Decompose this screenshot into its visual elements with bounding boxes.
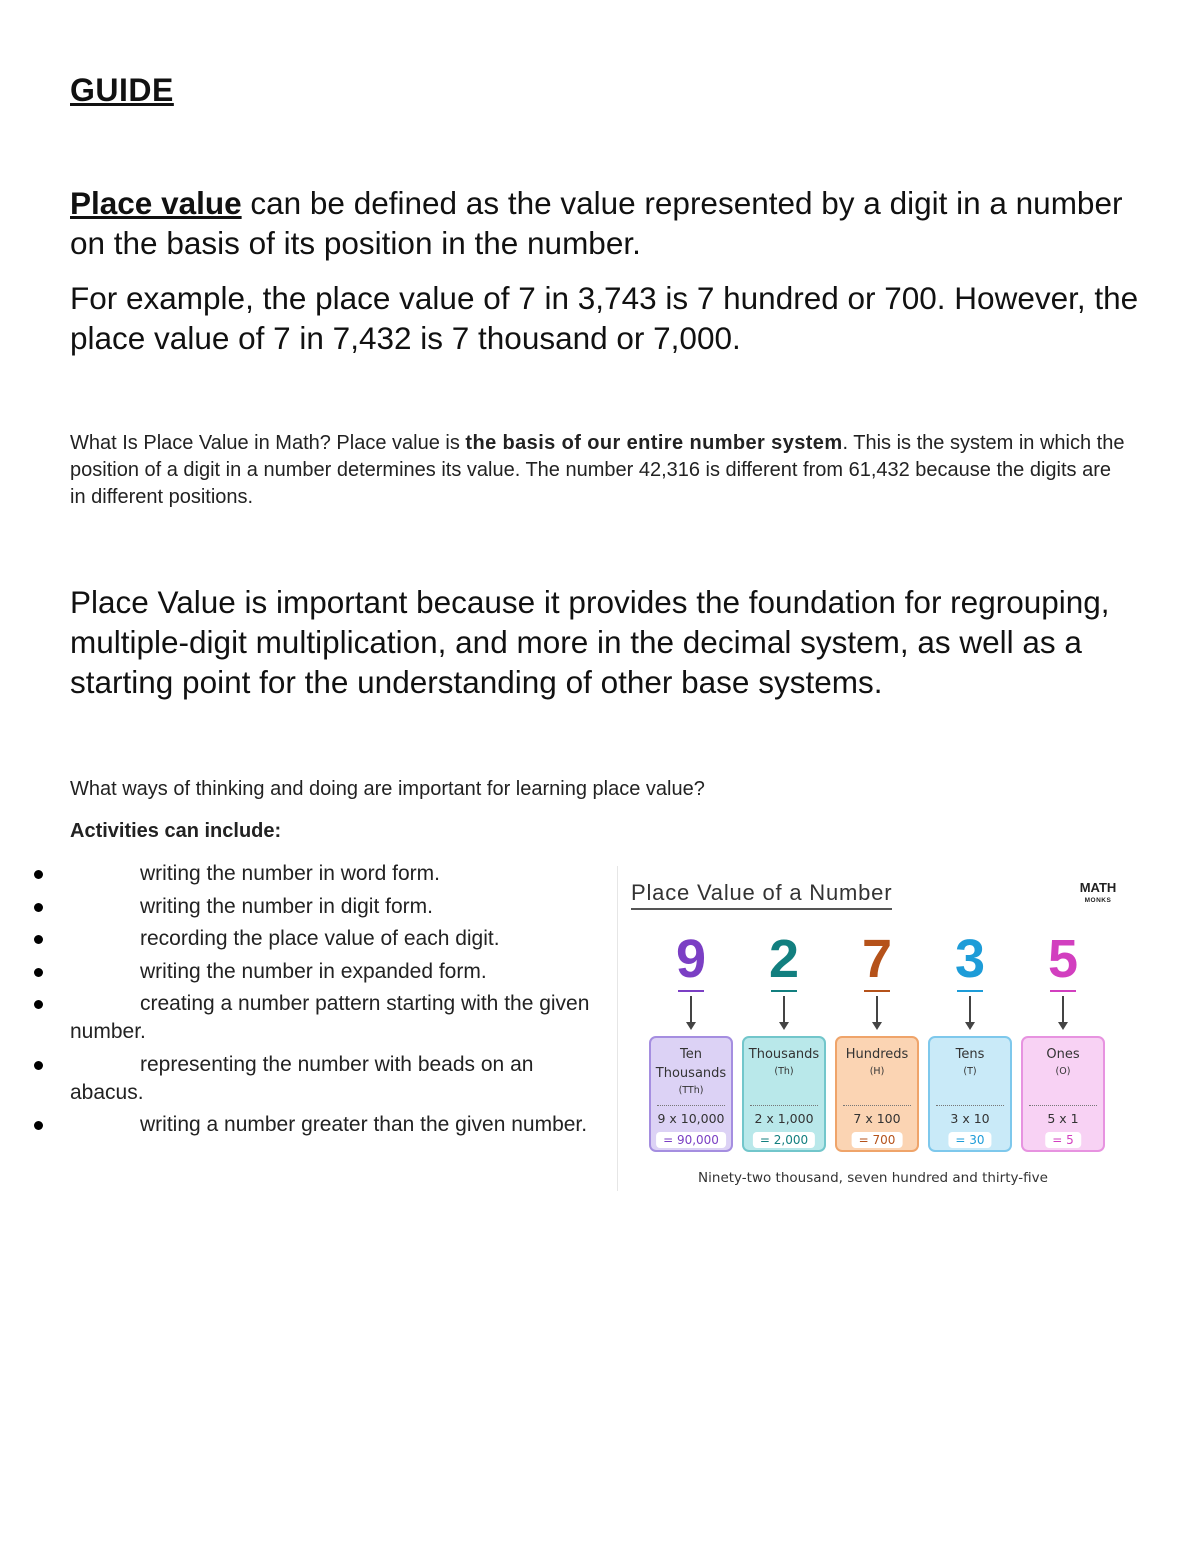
bullet-icon bbox=[34, 1000, 43, 1009]
list-item: writing the number in expanded form. bbox=[20, 958, 600, 986]
card-divider bbox=[750, 1105, 818, 1106]
what-is-rest: . This is the system in which the position of a digit in a number determines its value. The number 42,316 is different from 61,432 because the digits are in different positions. bbox=[70, 432, 1125, 508]
place-name: Thousands bbox=[748, 1047, 820, 1062]
place-abbr: (H) bbox=[869, 1066, 885, 1077]
list-item: representing the number with beads on an abacus. bbox=[20, 1051, 600, 1107]
figure-title: Place Value of a Number bbox=[631, 880, 892, 910]
digit-underline bbox=[864, 990, 890, 992]
place-card bbox=[742, 1036, 826, 1152]
arrow-down-icon bbox=[686, 996, 696, 1032]
place-name: Ones bbox=[1046, 1047, 1080, 1062]
definition-text: can be defined as the value represented by a digit in a number on the basis of its position in the number. bbox=[70, 185, 1123, 261]
digit-underline bbox=[678, 990, 704, 992]
list-item: writing a number greater than the given number. bbox=[20, 1111, 600, 1139]
place-digit: 7 bbox=[861, 929, 893, 989]
place-result: = 5 bbox=[1045, 1132, 1081, 1148]
arrow-down-icon bbox=[872, 996, 882, 1032]
place-card bbox=[835, 1036, 919, 1152]
bullet-icon bbox=[34, 870, 43, 879]
place-digit: 3 bbox=[954, 929, 986, 989]
place-expression: 5 x 1 bbox=[1047, 1111, 1079, 1126]
what-is-lead: What Is Place Value in Math? Place value is bbox=[70, 432, 466, 454]
bullet-icon bbox=[34, 935, 43, 944]
place-value-term: Place value bbox=[70, 185, 242, 221]
place-abbr: (O) bbox=[1055, 1066, 1071, 1077]
guide-title: GUIDE bbox=[70, 72, 174, 108]
bullet-icon bbox=[34, 968, 43, 977]
digit-underline bbox=[771, 990, 797, 992]
bullet-icon bbox=[34, 1121, 43, 1130]
place-result: = 2,000 bbox=[753, 1132, 815, 1148]
place-abbr: (T) bbox=[963, 1066, 977, 1077]
importance-paragraph: Place Value is important because it provides the foundation for regrouping, multiple-digit multiplication, and more in the decimal system, as well as a starting point for the understanding of other base systems. bbox=[70, 584, 1110, 700]
place-expression: 2 x 1,000 bbox=[754, 1111, 814, 1126]
math-monks-logo bbox=[1073, 881, 1123, 907]
card-divider bbox=[657, 1105, 725, 1106]
what-is-paragraph bbox=[70, 430, 1130, 511]
place-name: Tens bbox=[955, 1047, 985, 1062]
activities-heading: Activities can include: bbox=[70, 820, 282, 842]
place-result: = 90,000 bbox=[656, 1132, 726, 1148]
place-digit: 9 bbox=[675, 929, 707, 989]
place-abbr: (Th) bbox=[774, 1066, 794, 1077]
digit-underline bbox=[957, 990, 983, 992]
digit-underline bbox=[1050, 990, 1076, 992]
bullet-icon bbox=[34, 1061, 43, 1070]
card-divider bbox=[1029, 1105, 1097, 1106]
place-result: = 30 bbox=[948, 1132, 991, 1148]
arrow-down-icon bbox=[965, 996, 975, 1032]
logo-main: MATH bbox=[1079, 880, 1117, 895]
question-paragraph: What ways of thinking and doing are important for learning place value? bbox=[70, 778, 705, 800]
logo-sub: MONKS bbox=[1084, 897, 1112, 904]
list-item: writing the number in word form. bbox=[20, 860, 600, 888]
place-result: = 700 bbox=[852, 1132, 903, 1148]
place-name: Ten Thousands bbox=[655, 1047, 727, 1081]
list-item: writing the number in digit form. bbox=[20, 893, 600, 921]
list-item: creating a number pattern starting with the given number. bbox=[20, 990, 600, 1046]
arrow-down-icon bbox=[779, 996, 789, 1032]
card-divider bbox=[843, 1105, 911, 1106]
place-expression: 9 x 10,000 bbox=[657, 1111, 725, 1126]
bullet-icon bbox=[34, 903, 43, 912]
place-card bbox=[649, 1036, 733, 1152]
arrow-down-icon bbox=[1058, 996, 1068, 1032]
place-expression: 7 x 100 bbox=[853, 1111, 901, 1126]
place-digit: 5 bbox=[1047, 929, 1079, 989]
place-value-figure bbox=[617, 866, 1128, 1191]
activities-list bbox=[20, 860, 600, 1144]
definition-paragraph bbox=[70, 183, 1150, 263]
place-digit: 2 bbox=[768, 929, 800, 989]
figure-caption: Ninety-two thousand, seven hundred and thirty-five bbox=[698, 1170, 1048, 1186]
place-card bbox=[1021, 1036, 1105, 1152]
place-abbr: (TTh) bbox=[678, 1085, 704, 1096]
card-divider bbox=[936, 1105, 1004, 1106]
place-name: Hundreds bbox=[845, 1047, 909, 1062]
list-item: recording the place value of each digit. bbox=[20, 925, 600, 953]
example-paragraph: For example, the place value of 7 in 3,743 is 7 hundred or 700. However, the place value of 7 in 7,432 is 7 thousand or 7,000. bbox=[70, 280, 1139, 356]
what-is-emphasis: the basis of our entire number system bbox=[465, 432, 843, 454]
place-card bbox=[928, 1036, 1012, 1152]
place-expression: 3 x 10 bbox=[950, 1111, 990, 1126]
